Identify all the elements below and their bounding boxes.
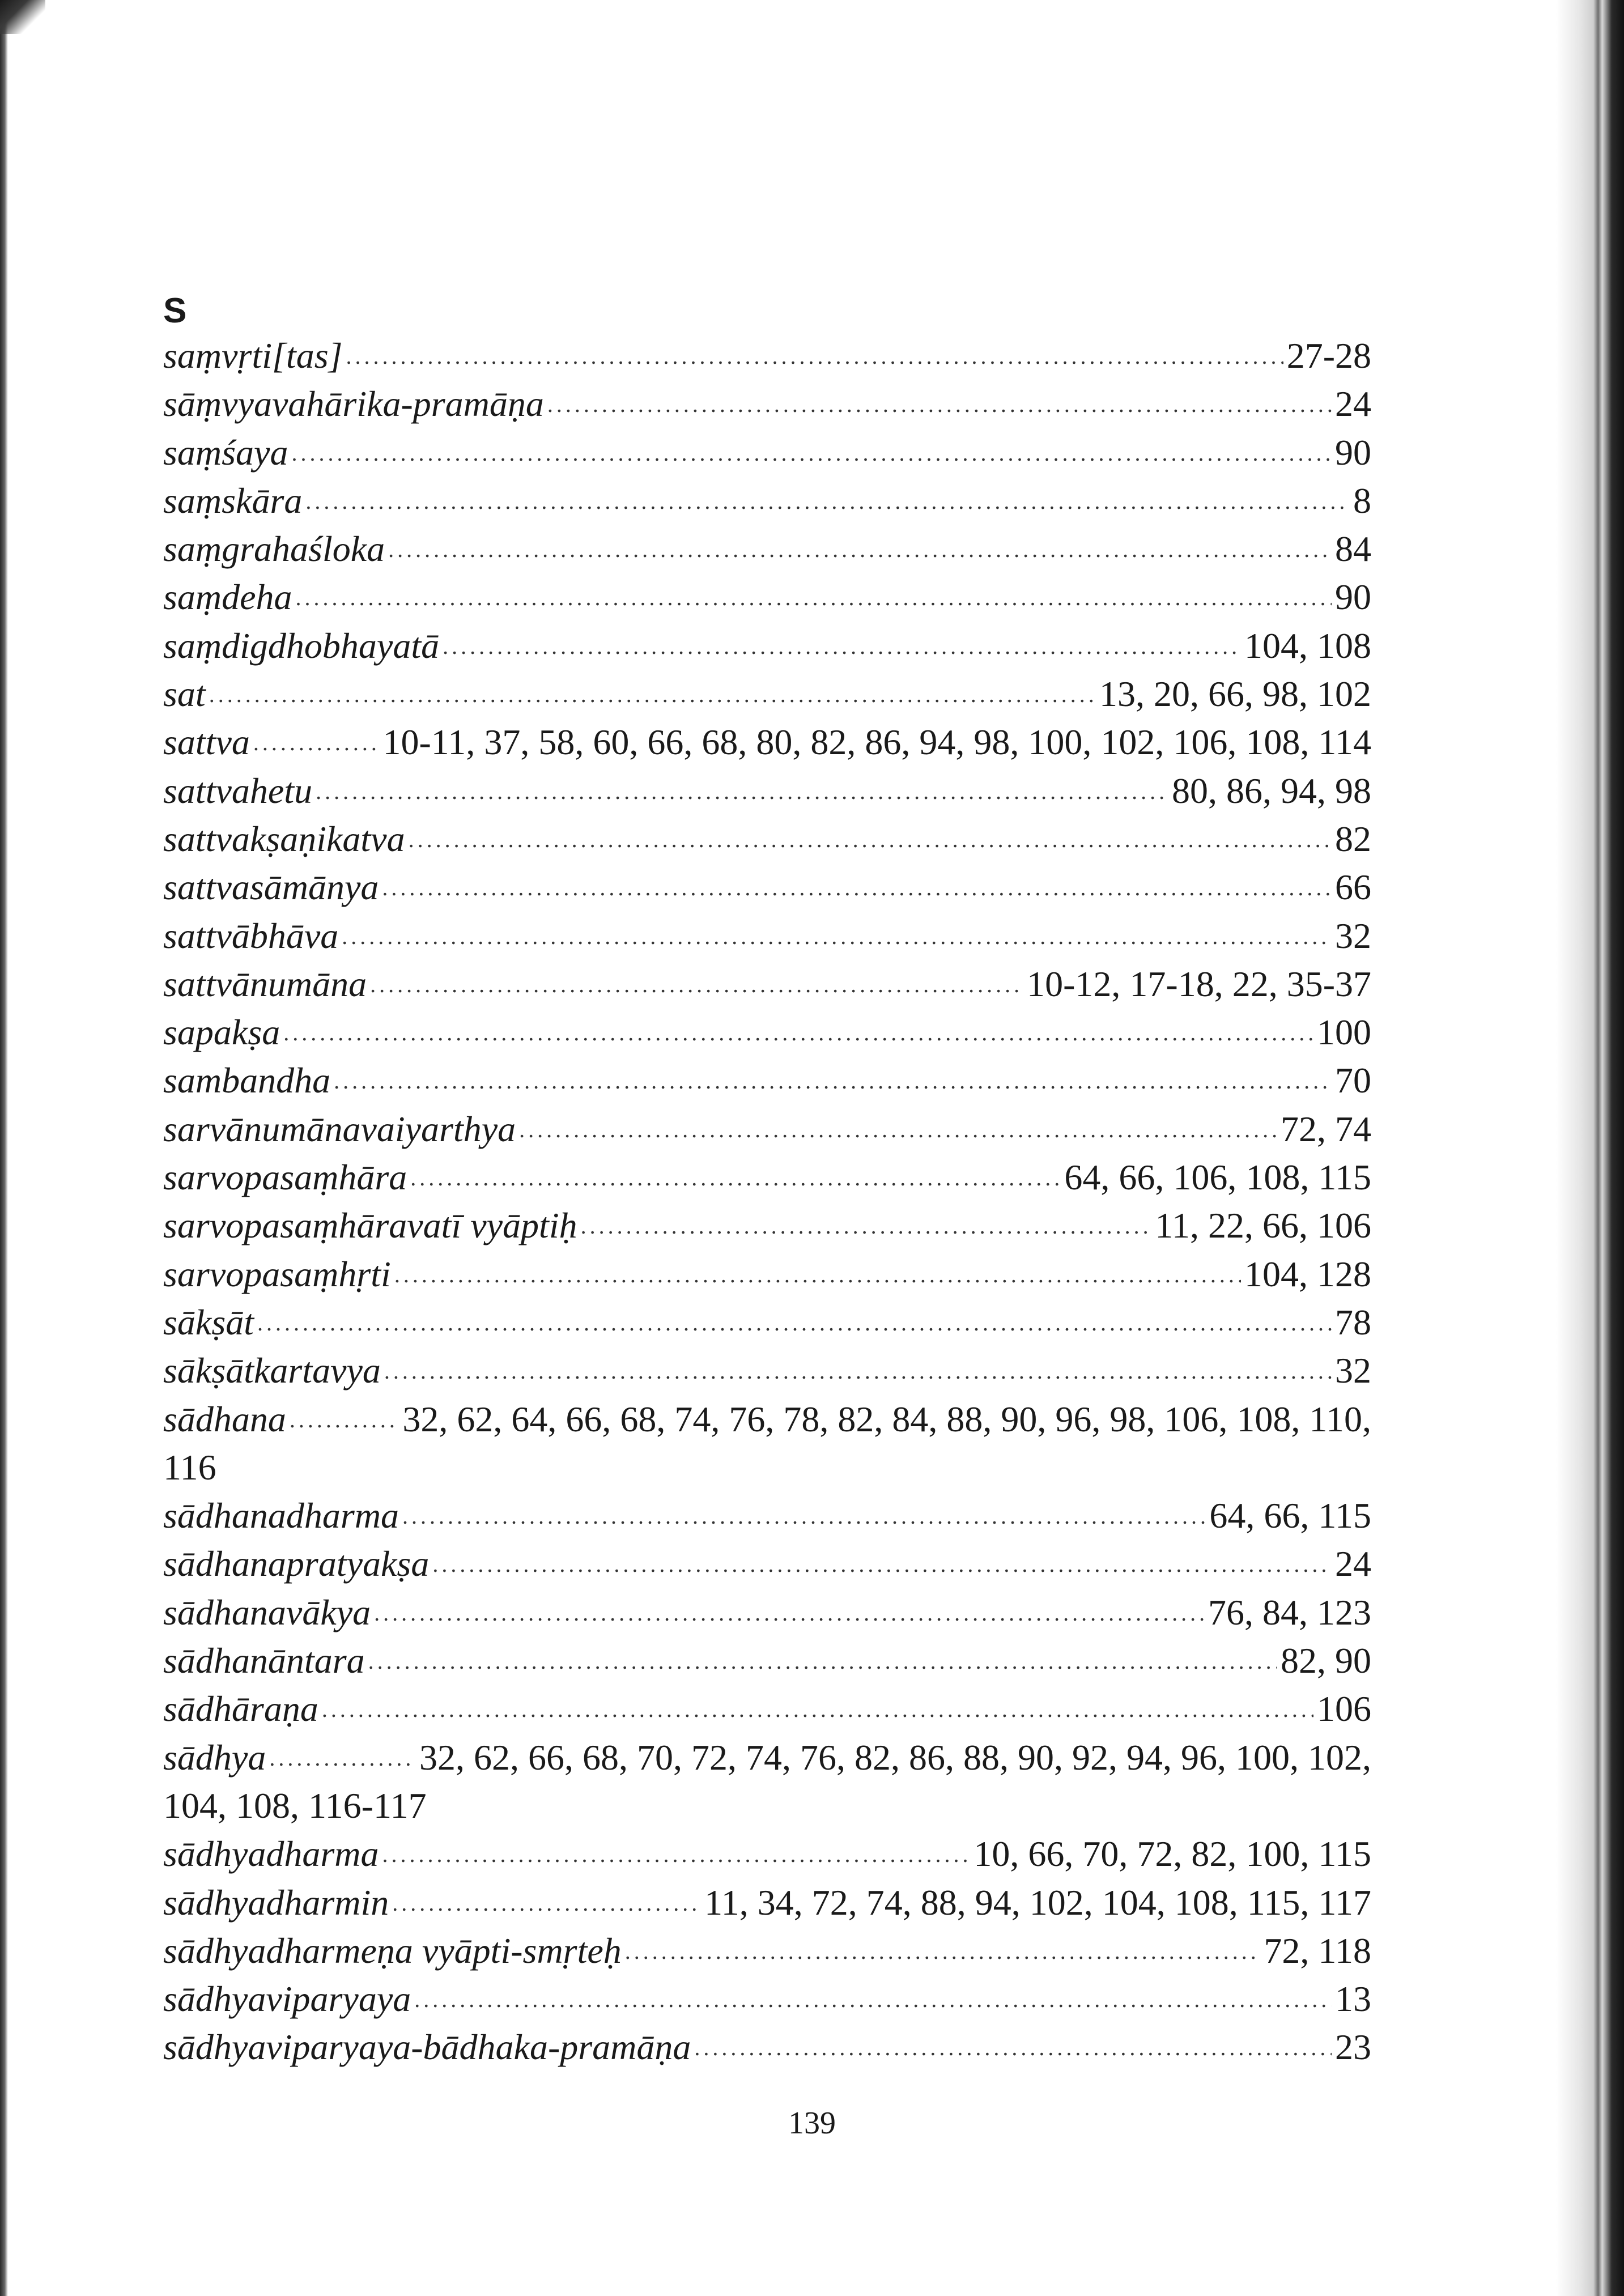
index-term: sādhyadharma <box>163 1834 379 1874</box>
index-entry <box>163 1491 1371 1540</box>
index-entry <box>163 1105 1371 1153</box>
dot-leader <box>432 1540 1332 1576</box>
index-term: sattvakṣaṇikatva <box>163 818 405 859</box>
dot-leader <box>392 1878 701 1915</box>
index-term: sādhanavākya <box>163 1592 371 1632</box>
page-references: 90 <box>1335 577 1371 618</box>
index-term: sattvahetu <box>163 770 313 811</box>
index-term: saṃdeha <box>163 577 292 618</box>
index-entry <box>163 525 1371 573</box>
index-page <box>163 292 1371 2072</box>
index-entry <box>163 573 1371 621</box>
index-entry <box>163 428 1371 477</box>
dot-leader <box>382 863 1332 899</box>
index-entry <box>163 1878 1371 1927</box>
page-references: 10-11, 37, 58, 60, 66, 68, 80, 82, 86, 94, 98, 100, 102, 106, 108, 114 <box>382 722 1371 763</box>
page-references: 66 <box>1335 867 1371 908</box>
index-entry <box>163 863 1371 911</box>
index-entry-list <box>163 331 1371 2072</box>
index-entry <box>163 622 1371 670</box>
index-term: sattvasāmānya <box>163 867 379 908</box>
dot-leader <box>581 1201 1152 1238</box>
index-entry <box>163 1975 1371 2023</box>
index-entry <box>163 1540 1371 1588</box>
index-entry <box>163 1588 1371 1636</box>
index-entry <box>163 670 1371 718</box>
page-references: 64, 66, 115 <box>1209 1495 1371 1536</box>
scan-left-edge <box>0 0 8 2296</box>
page-references: 8 <box>1353 480 1371 521</box>
index-term: sarvānumānavaiyarthya <box>163 1108 516 1149</box>
page-number: 139 <box>788 2106 836 2141</box>
index-entry <box>163 2023 1371 2071</box>
index-term: sādhyadharmin <box>163 1882 389 1923</box>
index-term: sapakṣa <box>163 1012 280 1053</box>
index-entry <box>163 1395 1371 1492</box>
index-term: sādhyadharmeṇa vyāpti-smṛteḥ <box>163 1930 622 1971</box>
dot-leader <box>334 1056 1332 1092</box>
dot-leader <box>409 815 1332 851</box>
index-term: saṃskāra <box>163 480 303 521</box>
page-references: 72, 74 <box>1281 1108 1371 1149</box>
page-references: 90 <box>1335 432 1371 473</box>
dot-leader <box>342 912 1332 948</box>
index-entry <box>163 718 1371 766</box>
dot-leader <box>382 1830 970 1866</box>
index-entry <box>163 1830 1371 1878</box>
dot-leader <box>414 1975 1332 2011</box>
index-term: sāṃvyavahārika-pramāṇa <box>163 384 544 424</box>
index-term: sākṣāt <box>163 1302 254 1342</box>
page-references: 76, 84, 123 <box>1208 1592 1371 1632</box>
index-entry <box>163 1008 1371 1056</box>
dot-leader <box>625 1927 1261 1963</box>
page-references: 32 <box>1335 1350 1371 1391</box>
index-term: sambandha <box>163 1060 331 1101</box>
dot-leader <box>291 428 1332 465</box>
index-term: sādhanāntara <box>163 1640 365 1681</box>
dot-leader <box>296 573 1332 609</box>
index-term: sādhyaviparyaya-bādhaka-pramāṇa <box>163 2027 691 2068</box>
index-term: sādhana <box>163 1398 286 1439</box>
dot-leader <box>368 1636 1277 1673</box>
index-entry <box>163 1927 1371 1975</box>
dot-leader <box>374 1588 1205 1625</box>
index-term: sādhya <box>163 1737 266 1778</box>
page-references: 13 <box>1335 1979 1371 2019</box>
page-references: 10-12, 17-18, 22, 35-37 <box>1027 963 1371 1004</box>
index-term: saṃdigdhobhayatā <box>163 625 440 666</box>
page-references: 72, 118 <box>1264 1930 1371 1971</box>
dot-leader <box>384 1346 1332 1383</box>
index-entry <box>163 1733 1371 1830</box>
index-term: sattva <box>163 722 250 763</box>
dot-leader <box>410 1153 1061 1189</box>
page-references: 82, 90 <box>1281 1640 1371 1681</box>
index-entry <box>163 380 1371 428</box>
page-references: 11, 22, 66, 106 <box>1155 1205 1371 1246</box>
page-references: 82 <box>1335 818 1371 859</box>
page-references: 84 <box>1335 529 1371 569</box>
section-heading: S <box>163 291 187 330</box>
index-term: sat <box>163 674 206 715</box>
page-references-continued: 104, 108, 116-117 <box>163 1785 427 1826</box>
index-term: sarvopasaṃhṛti <box>163 1253 391 1294</box>
page-references: 11, 34, 72, 74, 88, 94, 102, 104, 108, 115, 117 <box>704 1882 1371 1923</box>
index-entry <box>163 1685 1371 1733</box>
dot-leader <box>388 525 1332 561</box>
dot-leader <box>253 718 380 754</box>
index-term: sarvopasaṃhāravatī vyāptiḥ <box>163 1205 577 1246</box>
dot-leader <box>305 477 1350 513</box>
page-references: 104, 128 <box>1244 1253 1371 1294</box>
page-references-continued: 116 <box>163 1447 216 1487</box>
dot-leader <box>443 622 1241 658</box>
index-term: sādhāraṇa <box>163 1689 318 1729</box>
index-term: saṃśaya <box>163 432 288 473</box>
dot-leader <box>547 380 1332 416</box>
index-entry <box>163 815 1371 863</box>
index-entry <box>163 1298 1371 1346</box>
page-references: 32 <box>1335 915 1371 956</box>
page-references: 100 <box>1317 1012 1371 1053</box>
dot-leader <box>694 2023 1332 2059</box>
index-term: saṃgrahaśloka <box>163 529 385 569</box>
index-term: sarvopasaṃhāra <box>163 1157 407 1198</box>
dot-leader <box>316 767 1168 803</box>
page-references: 80, 86, 94, 98 <box>1172 770 1371 811</box>
page-references: 27-28 <box>1286 335 1371 376</box>
dot-leader <box>257 1298 1332 1334</box>
index-term: sattvānumāna <box>163 963 367 1004</box>
dot-leader <box>402 1491 1206 1528</box>
dot-leader <box>209 670 1096 706</box>
index-entry <box>163 1201 1371 1249</box>
index-term: sādhanadharma <box>163 1495 399 1536</box>
index-entry <box>163 912 1371 960</box>
dot-leader <box>394 1250 1241 1286</box>
scan-corner-shadow <box>0 0 45 34</box>
index-entry <box>163 767 1371 815</box>
page-references: 32, 62, 66, 68, 70, 72, 74, 76, 82, 86, 88, 90, 92, 94, 96, 100, 102, <box>419 1737 1371 1778</box>
index-entry <box>163 1636 1371 1685</box>
index-entry <box>163 477 1371 525</box>
index-entry <box>163 1346 1371 1394</box>
dot-leader <box>519 1105 1277 1141</box>
page-references: 13, 20, 66, 98, 102 <box>1099 674 1371 715</box>
index-entry <box>163 331 1371 380</box>
index-term: saṃvṛti[tas] <box>163 335 343 376</box>
index-term: sākṣātkartavya <box>163 1350 381 1391</box>
page-references: 64, 66, 106, 108, 115 <box>1064 1157 1371 1198</box>
dot-leader <box>269 1733 416 1770</box>
index-term: sattvābhāva <box>163 915 339 956</box>
index-term: sādhyaviparyaya <box>163 1979 411 2019</box>
page-references: 24 <box>1335 1544 1371 1584</box>
dot-leader <box>322 1685 1313 1721</box>
index-entry <box>163 1056 1371 1104</box>
page-references: 78 <box>1335 1302 1371 1342</box>
index-entry <box>163 1250 1371 1298</box>
scan-right-edge <box>1556 0 1624 2296</box>
page-references: 10, 66, 70, 72, 82, 100, 115 <box>973 1834 1371 1874</box>
page-references: 70 <box>1335 1060 1371 1101</box>
dot-leader <box>346 331 1283 368</box>
index-term: sādhanapratyakṣa <box>163 1544 430 1584</box>
dot-leader <box>290 1395 399 1431</box>
page-references: 23 <box>1335 2027 1371 2068</box>
index-entry <box>163 1153 1371 1201</box>
dot-leader <box>283 1008 1313 1044</box>
index-entry <box>163 960 1371 1008</box>
dot-leader <box>370 960 1023 996</box>
page-references: 24 <box>1335 384 1371 424</box>
page-references: 32, 62, 64, 66, 68, 74, 76, 78, 82, 84, 88, 90, 96, 98, 106, 108, 110, <box>402 1398 1371 1439</box>
page-references: 106 <box>1317 1689 1371 1729</box>
page-references: 104, 108 <box>1244 625 1371 666</box>
